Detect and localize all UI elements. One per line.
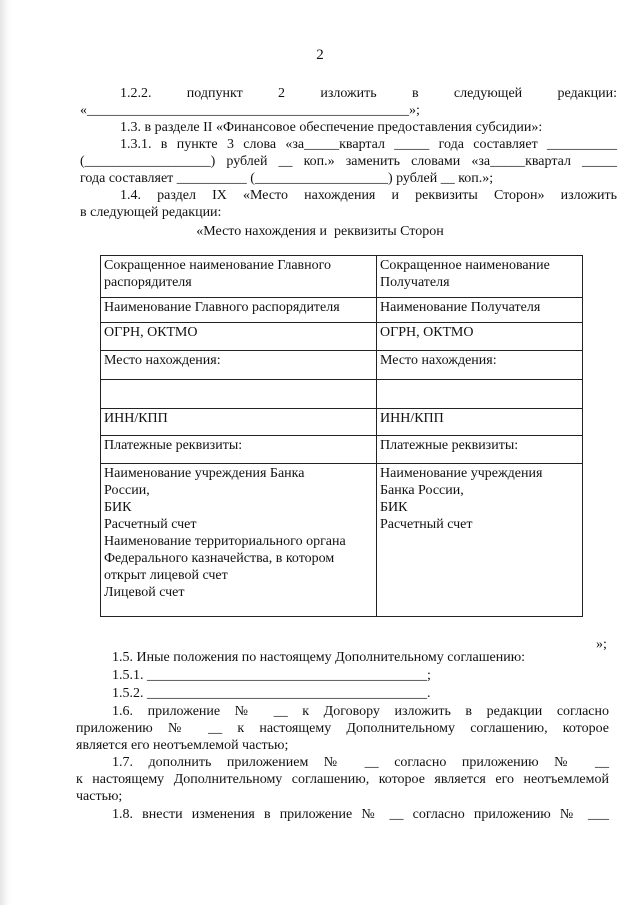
table-cell: Место нахождения: (377, 351, 583, 380)
closing-quote: »; (596, 637, 607, 652)
table-cell: ОГРН, ОКТМО (377, 323, 583, 351)
clause-1-3-1-line2: (__________________) рублей __ коп.» заменить словами «за_____квартал _____ (80, 154, 617, 169)
bank-line: Наименование учреждения (380, 466, 543, 481)
clause-1-2-2: 1.2.2. подпункт 2 изложить в следующей редакции: (120, 86, 617, 101)
clause-1-4-line2: в следующей редакции: (80, 205, 222, 220)
bank-line: Банка России, (380, 483, 464, 498)
clause-1-6-line2: приложению № __ к настоящему Дополнительному соглашению, которое (76, 721, 609, 736)
scan-edge-shadow (0, 0, 12, 905)
table-row (101, 351, 583, 380)
clause-1-8-line1: 1.8. внести изменения в приложение № __ согласно приложению № ___ (112, 807, 609, 822)
page-number: 2 (316, 47, 324, 63)
table-row (101, 323, 583, 351)
table-cell: Сокращенное наименование Получателя (377, 256, 583, 298)
bank-line: Лицевой счет (104, 585, 185, 600)
table-cell-bank-right (377, 464, 583, 617)
table-caption: «Место нахождения и реквизиты Сторон (196, 224, 444, 239)
table-row (101, 298, 583, 323)
table-cell: ИНН/КПП (101, 409, 377, 436)
table-cell (377, 380, 583, 409)
bank-line: Наименование территориального органа (104, 534, 346, 549)
bank-line: БИК (380, 500, 408, 515)
bank-line: БИК (104, 500, 132, 515)
bank-line: России, (104, 483, 150, 498)
table-cell: Платежные реквизиты: (101, 436, 377, 464)
clause-1-3-1-line1: 1.3.1. в пункте 3 слова «за_____квартал _____ года составляет __________ (120, 137, 617, 152)
table-cell: Платежные реквизиты: (377, 436, 583, 464)
table-row (101, 436, 583, 464)
table-cell (101, 380, 377, 409)
bank-line: Расчетный счет (380, 517, 473, 532)
clause-1-7-line2: к настоящему Дополнительному соглашению, которое является его неотъемлемой (76, 772, 609, 787)
table-row (101, 380, 583, 409)
bank-line: Наименование учреждения Банка (104, 466, 305, 481)
clause-1-5-2: 1.5.2. ________________________________________. (112, 686, 431, 701)
table-cell: Сокращенное наименование Главного распорядителя (101, 256, 377, 298)
clause-1-6-line1: 1.6. приложение № __ к Договору изложить в редакции согласно (112, 704, 609, 719)
requisites-table (100, 255, 583, 617)
clause-1-3-1-line3: года составляет __________ (___________________) рублей __ коп.»; (80, 171, 494, 186)
clause-1-2-2-blank: «______________________________________________»; (80, 103, 420, 118)
table-cell: Место нахождения: (101, 351, 377, 380)
clause-1-7-line1: 1.7. дополнить приложением № __ согласно приложению № __ (112, 755, 609, 770)
table-row (101, 256, 583, 298)
bank-line: Федерального казначейства, в котором (104, 551, 335, 566)
table-row (101, 464, 583, 617)
bank-line: Расчетный счет (104, 517, 197, 532)
clause-1-5-1: 1.5.1. ________________________________________; (112, 668, 431, 683)
table-cell: Наименование Получателя (377, 298, 583, 323)
table-cell: ИНН/КПП (377, 409, 583, 436)
table-cell: Наименование Главного распорядителя (101, 298, 377, 323)
clause-1-3: 1.3. в разделе II «Финансовое обеспечение предоставления субсидии»: (120, 120, 543, 135)
clause-1-5: 1.5. Иные положения по настоящему Дополнительному соглашению: (112, 650, 526, 665)
clause-1-7-line3: частью; (76, 789, 123, 804)
clause-1-6-line3: является его неотъемлемой частью; (76, 738, 289, 753)
table-cell: ОГРН, ОКТМО (101, 323, 377, 351)
bank-line: открыт лицевой счет (104, 568, 228, 583)
clause-1-4-line1: 1.4. раздел IX «Место нахождения и реквизиты Сторон» изложить (120, 188, 617, 203)
table-cell-bank-left (101, 464, 377, 617)
table-row (101, 409, 583, 436)
